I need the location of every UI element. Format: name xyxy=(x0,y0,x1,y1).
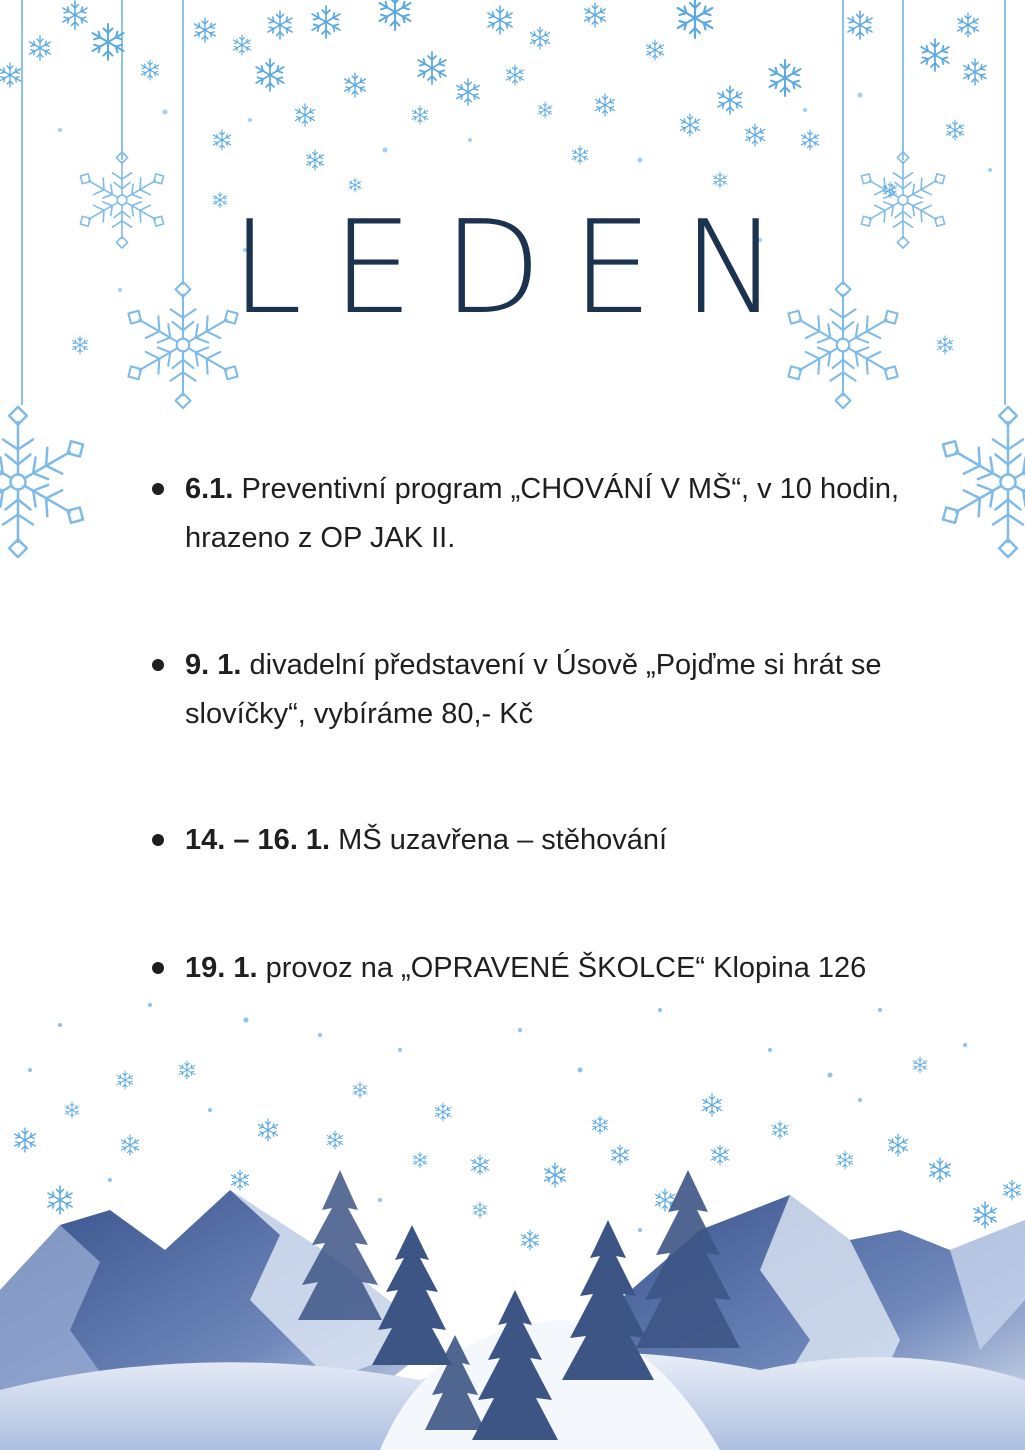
event-date: 6.1. xyxy=(185,473,242,505)
event-text: divadelní představení v Úsově „Pojďme si hrát se slovíčky“, vybíráme 80,- Kč xyxy=(185,649,882,730)
bullet-icon xyxy=(152,483,164,495)
list-item xyxy=(150,641,910,739)
list-item xyxy=(150,944,910,993)
bullet-icon xyxy=(152,834,164,846)
list-item xyxy=(150,816,910,865)
event-date: 9. 1. xyxy=(185,649,250,681)
event-text: Preventivní program „CHOVÁNÍ V MŠ“, v 10 hodin, hrazeno z OP JAK II. xyxy=(185,473,900,554)
event-text: provoz na „OPRAVENÉ ŠKOLCE“ Klopina 126 xyxy=(265,952,867,984)
page-title: LEDEN xyxy=(230,194,809,343)
bullet-icon xyxy=(152,659,164,671)
bullet-icon xyxy=(152,962,164,974)
list-item xyxy=(150,465,910,563)
event-date: 14. – 16. 1. xyxy=(185,824,339,856)
event-date: 19. 1. xyxy=(185,952,266,984)
event-text: MŠ uzavřena – stěhování xyxy=(338,824,668,856)
